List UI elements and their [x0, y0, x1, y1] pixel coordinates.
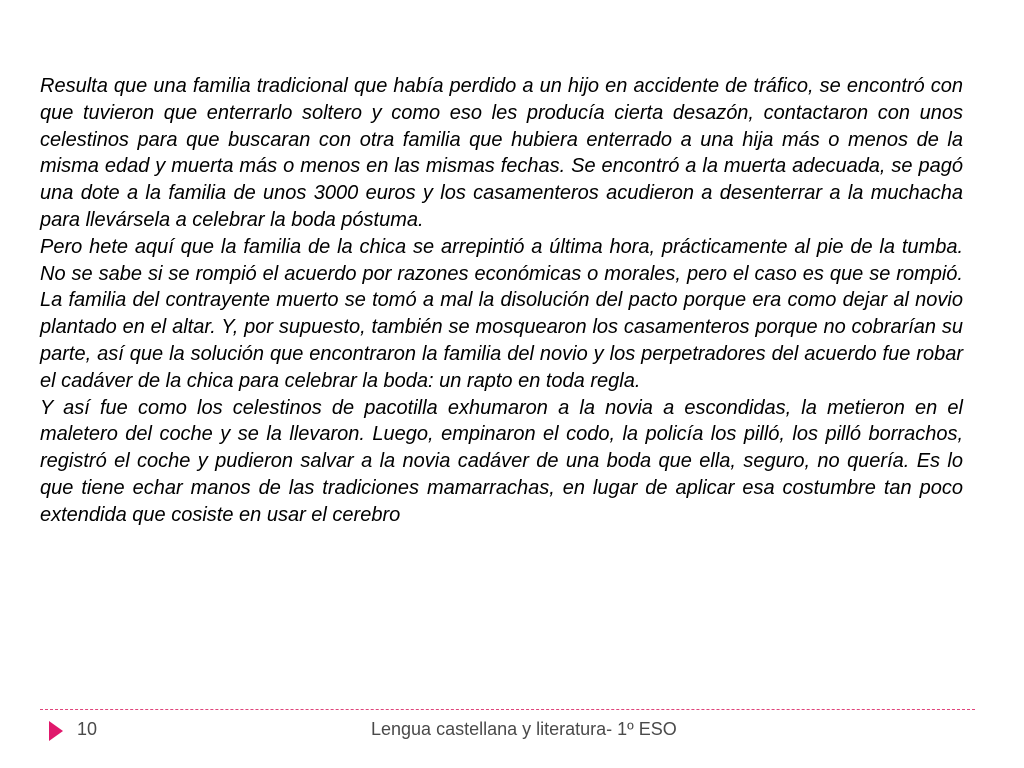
slide-body — [40, 73, 963, 529]
paragraph-1: Resulta que una familia tradicional que había perdido a un hijo en accidente de tráfico, se encontró con que tuvieron que enterrarlo soltero y como eso les producía cierta desazón, contactaron con unos celestinos para que buscaran con otra familia que hubiera enterrado a una hija más o menos de la misma edad y muerta más o menos en las mismas fechas. Se encontró a la muerta adecuada, se pagó una dote a la familia de unos 3000 euros y los casamenteros acudieron a desenterrar a la muchacha para llevársela a celebrar la boda póstuma. — [40, 75, 963, 231]
play-triangle-icon — [49, 721, 63, 741]
paragraph-3: Y así fue como los celestinos de pacotilla exhumaron a la novia a escondidas, la metieron en el maletero del coche y se la llevaron. Luego, empinaron el codo, la policía los pilló, los pilló borrachos, registró el coche y pudieron salvar a la novia cadáver de una boda que ella, seguro, no quería. Es lo que tiene echar manos de las tradiciones mamarrachas, en lugar de aplicar esa costumbre tan poco extendida que cosiste en usar el cerebro — [40, 396, 963, 526]
footer-title: Lengua castellana y literatura- 1º ESO — [371, 719, 677, 739]
page-number: 10 — [77, 719, 98, 739]
paragraph-2: Pero hete aquí que la familia de la chica se arrepintió a última hora, prácticamente al pie de la tumba. No se sabe si se rompió el acuerdo por razones económicas o morales, pero el caso es que se rompió. La familia del contrayente muerto se tomó a mal la disolución del pacto porque era como dejar al novio plantado en el altar. Y, por supuesto, también se mosquearon los casamenteros porque no cobrarían su parte, así que la solución que encontraron la familia del novio y los perpetradores del acuerdo fue robar el cadáver de la chica para celebrar la boda: un rapto en toda regla. — [40, 235, 963, 392]
footer-divider — [40, 709, 975, 710]
